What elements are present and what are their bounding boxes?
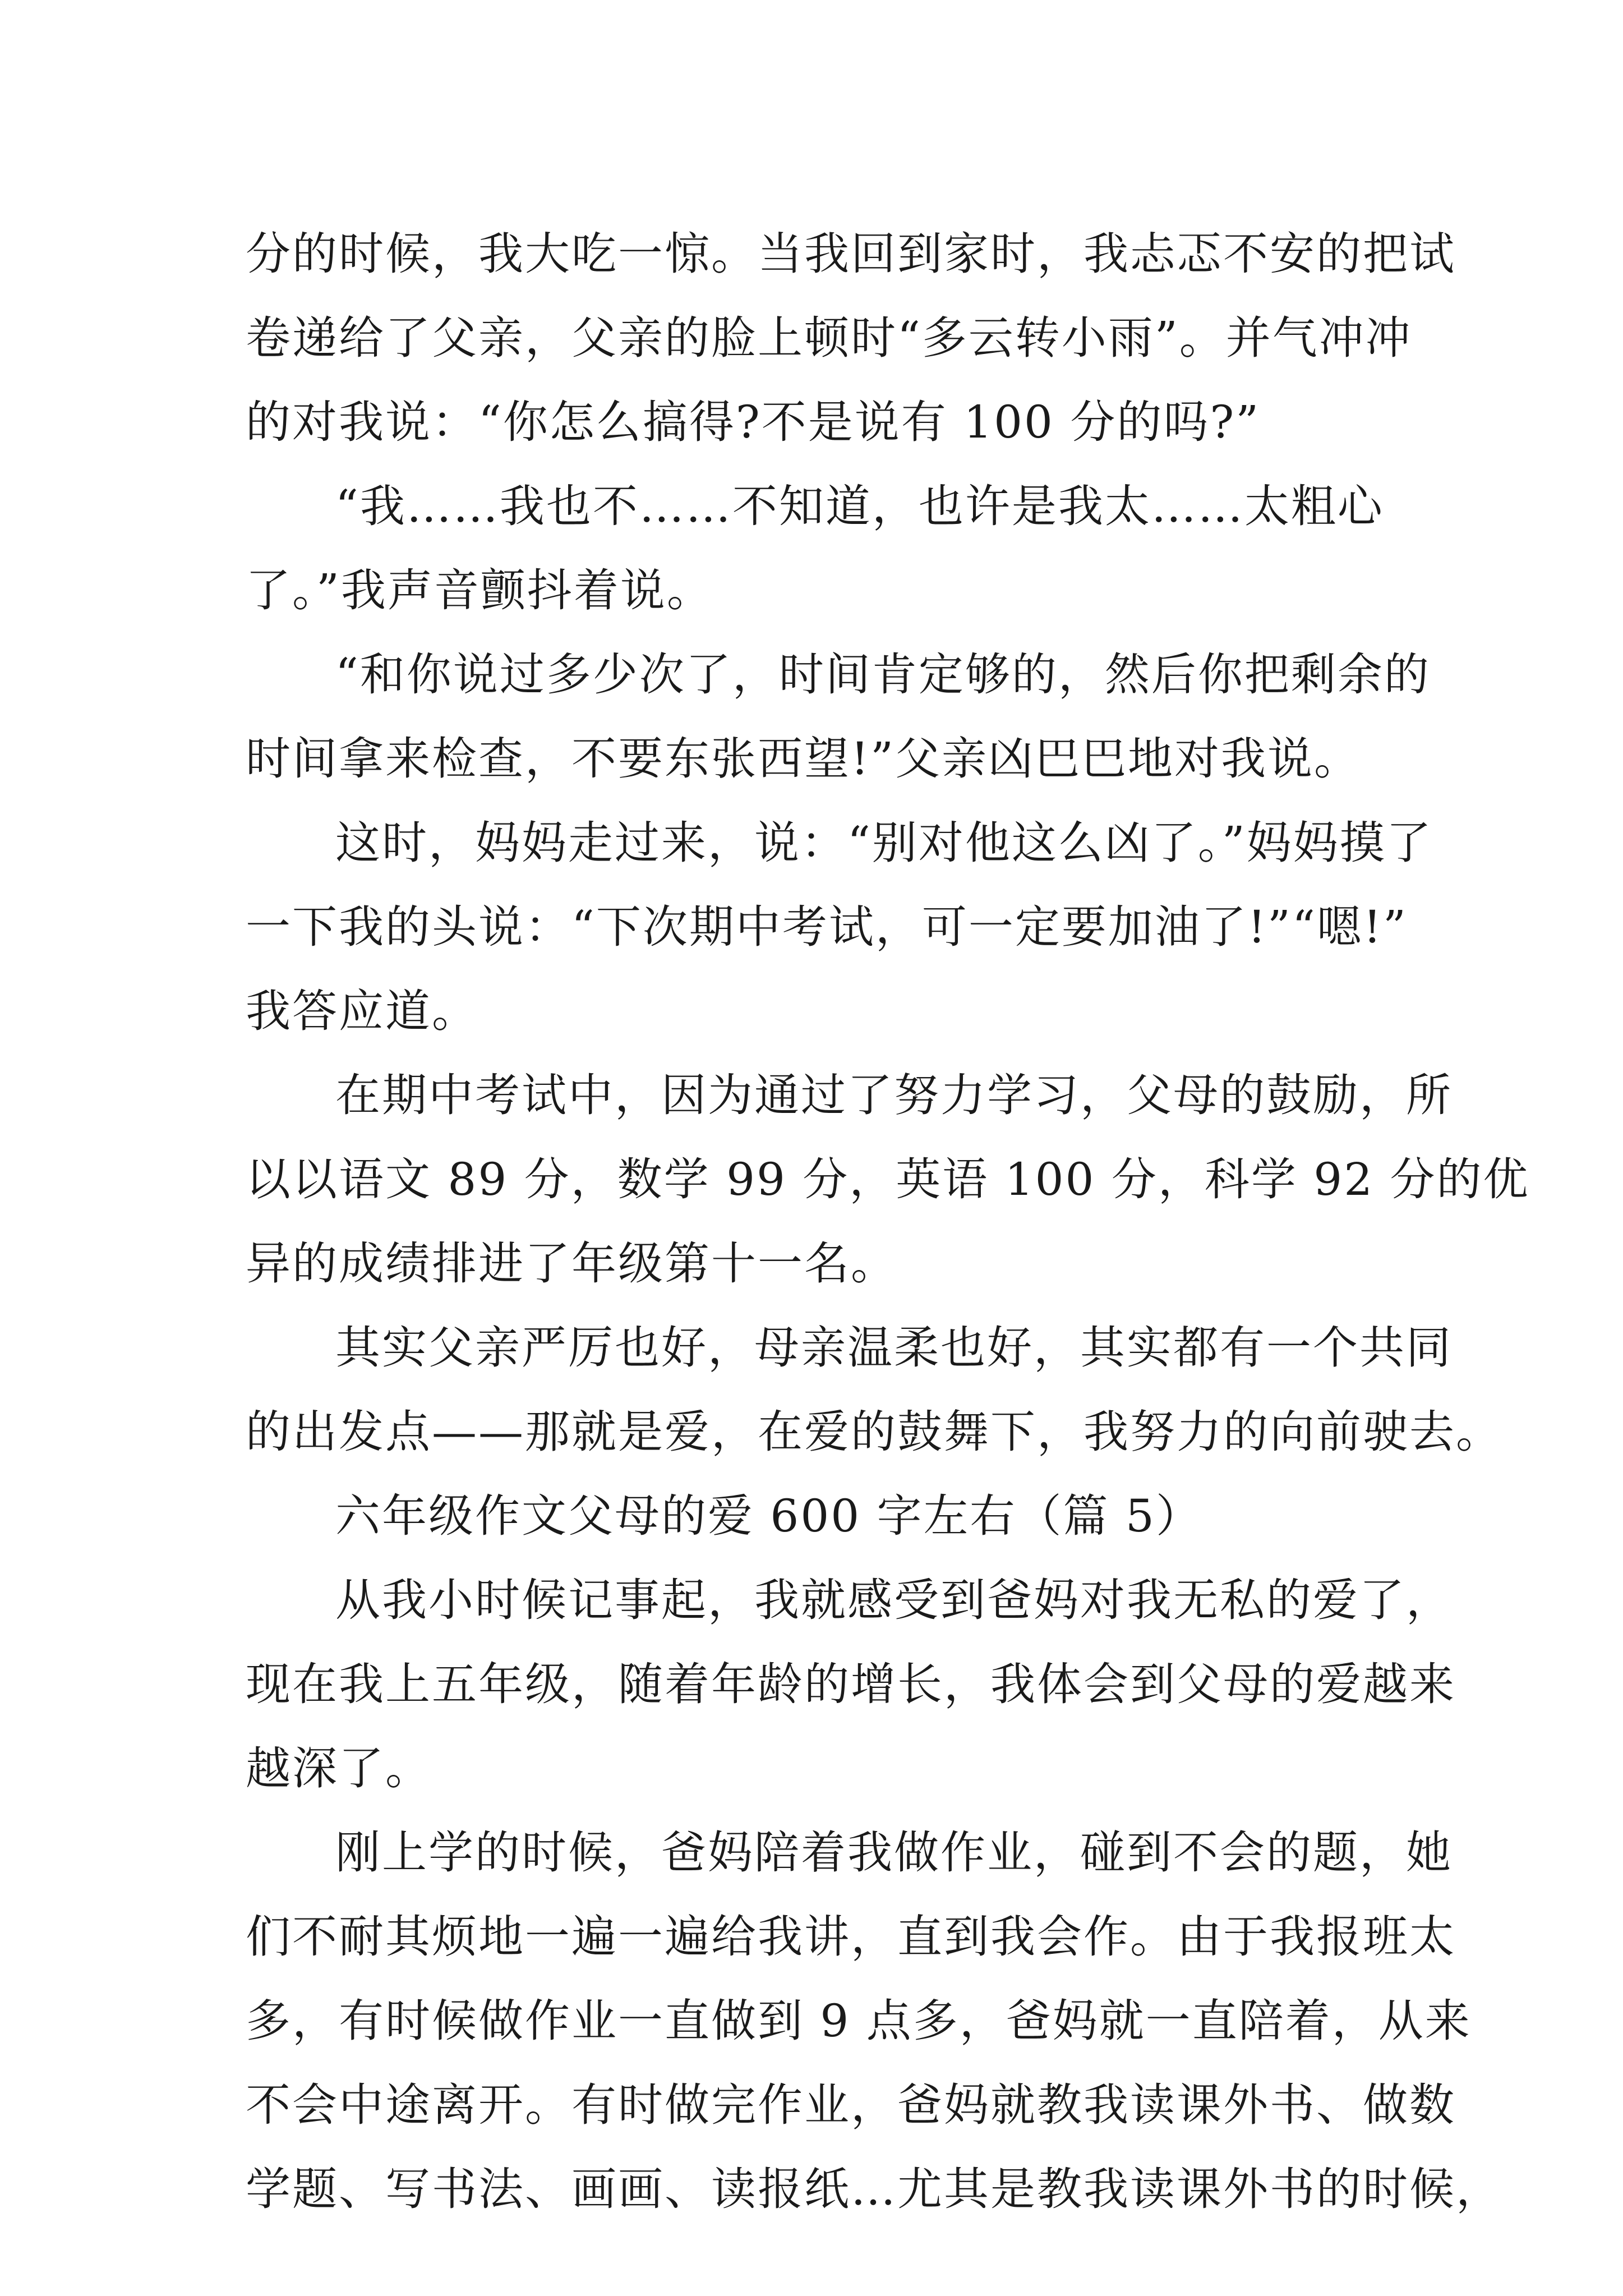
text-line: 现在我上五年级，随着年龄的增长，我体会到父母的爱越来 bbox=[246, 1658, 1456, 1710]
paragraph-first-line: 从我小时候记事起，我就感受到爸妈对我无私的爱了， bbox=[335, 1574, 1453, 1626]
paragraph-first-line: 刚上学的时候，爸妈陪着我做作业，碰到不会的题，她 bbox=[335, 1826, 1453, 1879]
text-line: 我答应道。 bbox=[246, 985, 478, 1037]
text-line: 了。”我声音颤抖着说。 bbox=[246, 564, 713, 616]
paragraph-first-line: “和你说过多少次了，时间肯定够的，然后你把剩余的 bbox=[335, 648, 1431, 701]
text-line: 异的成绩排进了年级第十一名。 bbox=[246, 1237, 897, 1290]
section-heading: 六年级作文父母的爱 600 字左右（篇 5） bbox=[335, 1490, 1202, 1542]
text-line: 多，有时候做作业一直做到 9 点多，爸妈就一直陪着，从来 bbox=[246, 1995, 1472, 2047]
text-line: 学题、写书法、画画、读报纸…尤其是教我读课外书的时候， bbox=[246, 2163, 1502, 2215]
paragraph-first-line: “我……我也不……不知道，也许是我太……太粗心 bbox=[335, 480, 1384, 532]
text-line: 卷递给了父亲，父亲的脸上顿时“多云转小雨”。并气冲冲 bbox=[246, 312, 1412, 364]
text-line: 们不耐其烦地一遍一遍给我讲，直到我会作。由于我报班太 bbox=[246, 1911, 1456, 1963]
text-line: 越深了。 bbox=[246, 1742, 432, 1795]
text-line: 以以语文 89 分，数学 99 分，英语 100 分，科学 92 分的优 bbox=[246, 1153, 1530, 1205]
text-line: 时间拿来检查，不要东张西望!”父亲凶巴巴地对我说。 bbox=[246, 733, 1361, 785]
paragraph-first-line: 这时，妈妈走过来，说：“别对他这么凶了。”妈妈摸了 bbox=[335, 817, 1433, 869]
paragraph-first-line: 其实父亲严厉也好，母亲温柔也好，其实都有一个共同 bbox=[335, 1322, 1453, 1374]
text-line: 分的时候，我大吃一惊。当我回到家时，我忐忑不安的把试 bbox=[246, 228, 1456, 280]
paragraph-first-line: 在期中考试中，因为通过了努力学习，父母的鼓励，所 bbox=[335, 1069, 1453, 1121]
text-line: 的对我说：“你怎么搞得?不是说有 100 分的吗?” bbox=[246, 396, 1261, 448]
text-line: 一下我的头说：“下次期中考试，可一定要加油了!”“嗯!” bbox=[246, 901, 1408, 953]
text-line: 不会中途离开。有时做完作业，爸妈就教我读课外书、做数 bbox=[246, 2079, 1456, 2131]
text-line: 的出发点——那就是爱，在爱的鼓舞下，我努力的向前驶去。 bbox=[246, 1406, 1502, 1458]
